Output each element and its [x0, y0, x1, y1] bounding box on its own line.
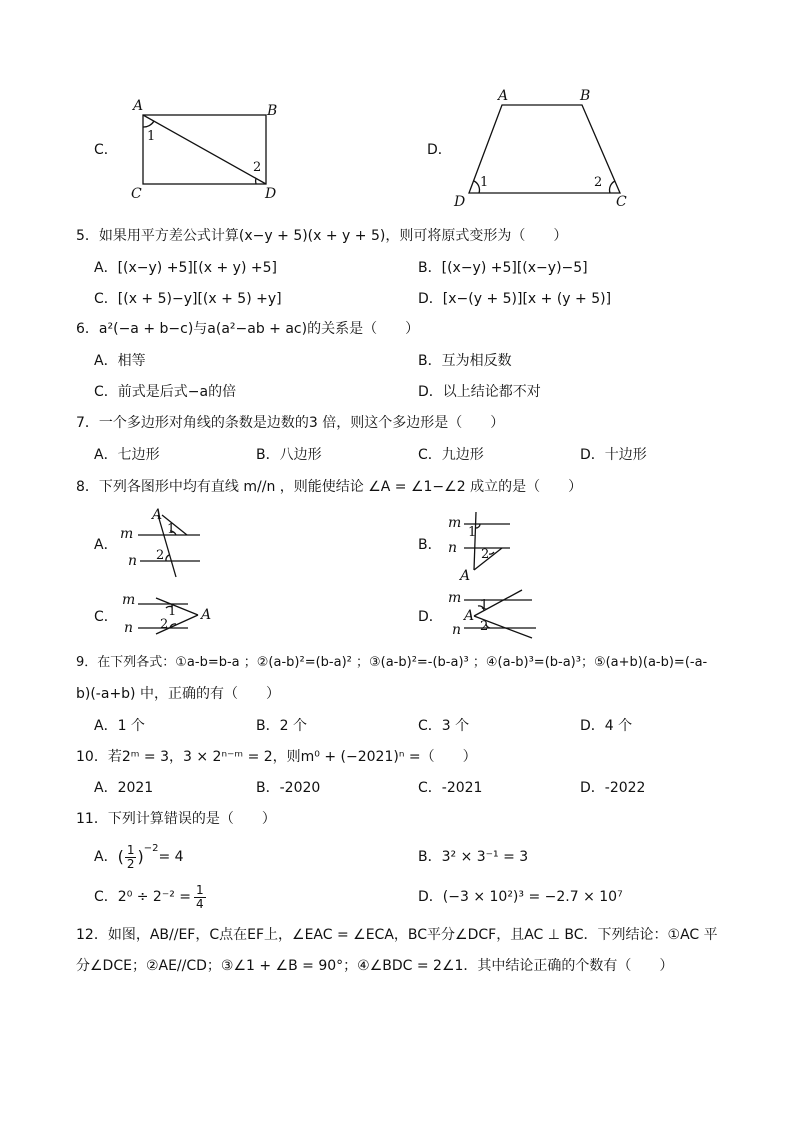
question-stem: 一个多边形对角线的条数是边数的3 倍，则这个多边形是（ ） — [98, 415, 505, 431]
q10-option-d: D．-2022 — [580, 780, 646, 796]
angle-label-2: 2 — [594, 175, 603, 190]
vertex-c: C — [131, 186, 142, 202]
angle-label-2: 2 — [156, 548, 165, 563]
angle-label-1: 1 — [168, 604, 177, 619]
q11-option-a: A． ( $\frac{1}{2}$ ) $^{-2}$ = 4 — [94, 842, 184, 871]
q10-option-c: C．-2021 — [418, 780, 483, 796]
angle-label-1: 1 — [468, 525, 477, 540]
exponent: −2 — [143, 843, 159, 854]
question-number: 6． — [76, 321, 99, 337]
q5-option-c: C．[(x + 5)−y][(x + 5) +y] — [94, 291, 282, 307]
line-n-label: n — [448, 540, 458, 556]
angle-label-2: 2 — [480, 619, 489, 634]
question-stem-line-1: 在下列各式：①a-b=b-a ；②(a-b)²=(b-a)² ；③(a-b)²=-(b-a)³ ；④(a-b)³=(b-a)³；⑤(a+b)(a-b)=(-a- — [97, 655, 708, 670]
fraction-numerator: 1 — [196, 882, 204, 897]
q9-option-b: B．2 个 — [256, 718, 307, 734]
question-number: 5． — [76, 228, 99, 244]
q8-option-c-letter: C． — [94, 609, 118, 625]
question-stem: a²(−a + b−c)与a(a²−ab + ac)的关系是（ ） — [98, 321, 420, 337]
q10-option-a: A．2021 — [94, 780, 154, 796]
question-number: 7． — [76, 415, 99, 431]
question-7 — [76, 416, 504, 430]
q6-option-b: B．互为相反数 — [418, 353, 512, 369]
fraction-denominator: 4 — [196, 896, 204, 911]
angle-1-arc — [143, 121, 154, 127]
q6-option-a: A．相等 — [94, 353, 146, 369]
q8-figure-c — [118, 590, 218, 640]
q4-figure-d-trapezoid — [452, 85, 642, 210]
question-number: 12． — [76, 927, 108, 943]
question-number: 8． — [76, 479, 99, 495]
question-stem-line-1: 如图，AB//EF，C点在EF上，∠EAC = ∠ECA，BC平分∠DCF，且AC ⊥ BC．下列结论：①AC 平 — [107, 927, 718, 943]
q5-option-d: D．[x−(y + 5)][x + (y + 5)] — [418, 291, 612, 307]
question-8 — [76, 480, 582, 494]
question-9 — [76, 656, 707, 669]
question-5 — [76, 229, 567, 243]
question-11 — [76, 812, 276, 826]
q8-option-a-letter: A． — [94, 537, 118, 553]
question-6 — [76, 322, 419, 336]
q11-option-d: D．(−3 × 10²)³ = −2.7 × 10⁷ — [418, 889, 623, 905]
line-n-label: n — [124, 620, 134, 636]
question-number: 11． — [76, 811, 108, 827]
line-m-label: m — [120, 526, 134, 542]
angle-label-1: 1 — [167, 522, 176, 537]
question-stem: 若2ᵐ = 3，3 × 2ⁿ⁻ᵐ = 2，则m⁰ + (−2021)ⁿ =（ ） — [107, 749, 477, 765]
vertex-a: A — [498, 88, 509, 104]
angle-2-arc — [610, 181, 615, 193]
q7-option-a: A．七边形 — [94, 447, 160, 463]
angle-label-2: 2 — [481, 547, 490, 562]
q9-option-a: A．1 个 — [94, 718, 145, 734]
q5-option-a: A．[(x−y) +5][(x + y) +5] — [94, 260, 277, 276]
q6-option-d: D．以上结论都不对 — [418, 384, 541, 400]
q7-option-d: D．十边形 — [580, 447, 647, 463]
line-n-label: n — [452, 622, 462, 638]
question-stem: 如果用平方差公式计算(x−y + 5)(x + y + 5)，则可将原式变形为（ ） — [98, 228, 568, 244]
fraction-numerator: 1 — [126, 842, 135, 857]
q11-option-b: B．3² × 3⁻¹ = 3 — [418, 849, 529, 865]
question-12 — [76, 928, 718, 942]
diagonal-ad — [143, 115, 266, 184]
point-a-label: A — [152, 507, 163, 523]
q8-figure-d — [444, 586, 544, 642]
angle-1-arc — [474, 181, 479, 193]
q9-option-c: C．3 个 — [418, 718, 470, 734]
q11-option-c: C． 2⁰ ÷ 2⁻² = $\frac{1}{4}$ — [94, 882, 204, 911]
q8-figure-a — [118, 505, 218, 580]
fraction-denominator: 2 — [126, 856, 135, 871]
vertex-d: D — [454, 194, 466, 210]
angle-label-1: 1 — [480, 175, 489, 190]
point-a-label: A — [460, 568, 471, 584]
line-m-label: m — [448, 515, 462, 531]
vertex-d: D — [265, 186, 277, 202]
angle-label-1: 1 — [147, 129, 156, 144]
q8-option-d-letter: D． — [418, 609, 443, 625]
q8-figure-b — [444, 508, 544, 584]
point-a-label: A — [201, 607, 212, 623]
question-number: 10． — [76, 749, 108, 765]
point-a-label: A — [464, 608, 475, 624]
angle-label-1: 1 — [480, 598, 489, 613]
vertex-b: B — [580, 88, 591, 104]
question-9-line-2: b)(-a+b) 中，正确的有（ ） — [76, 686, 280, 702]
q6-option-c: C．前式是后式−a的倍 — [94, 384, 237, 400]
line-m-label: m — [448, 590, 462, 606]
line-n-label: n — [128, 553, 138, 569]
vertex-c: C — [616, 194, 627, 210]
q10-option-b: B．-2020 — [256, 780, 321, 796]
vertex-a: A — [133, 98, 144, 114]
q4-option-c-letter: C． — [94, 142, 118, 158]
question-stem: 下列各图形中均有直线 m//n ，则能使结论 ∠A = ∠1−∠2 成立的是（ ） — [98, 479, 583, 495]
q7-option-b: B．八边形 — [256, 447, 322, 463]
question-stem: 下列计算错误的是（ ） — [107, 811, 276, 827]
q4-option-d-letter: D． — [427, 142, 452, 158]
vertex-b: B — [267, 103, 278, 119]
q5-option-b: B．[(x−y) +5][(x−y)−5] — [418, 260, 588, 276]
line-m-label: m — [122, 592, 136, 608]
angle-label-2: 2 — [160, 617, 169, 632]
q9-option-d: D．4 个 — [580, 718, 633, 734]
angle-label-2: 2 — [253, 160, 262, 175]
q8-option-b-letter: B． — [418, 537, 442, 553]
question-number: 9． — [76, 655, 98, 670]
question-12-line-2: 分∠DCE；②AE//CD；③∠1 + ∠B = 90°；④∠BDC = 2∠1．其中结论正确的个数有（ ） — [76, 958, 674, 974]
q7-option-c: C．九边形 — [418, 447, 484, 463]
question-10 — [76, 750, 477, 764]
q4-figure-c-rectangle — [125, 95, 285, 205]
